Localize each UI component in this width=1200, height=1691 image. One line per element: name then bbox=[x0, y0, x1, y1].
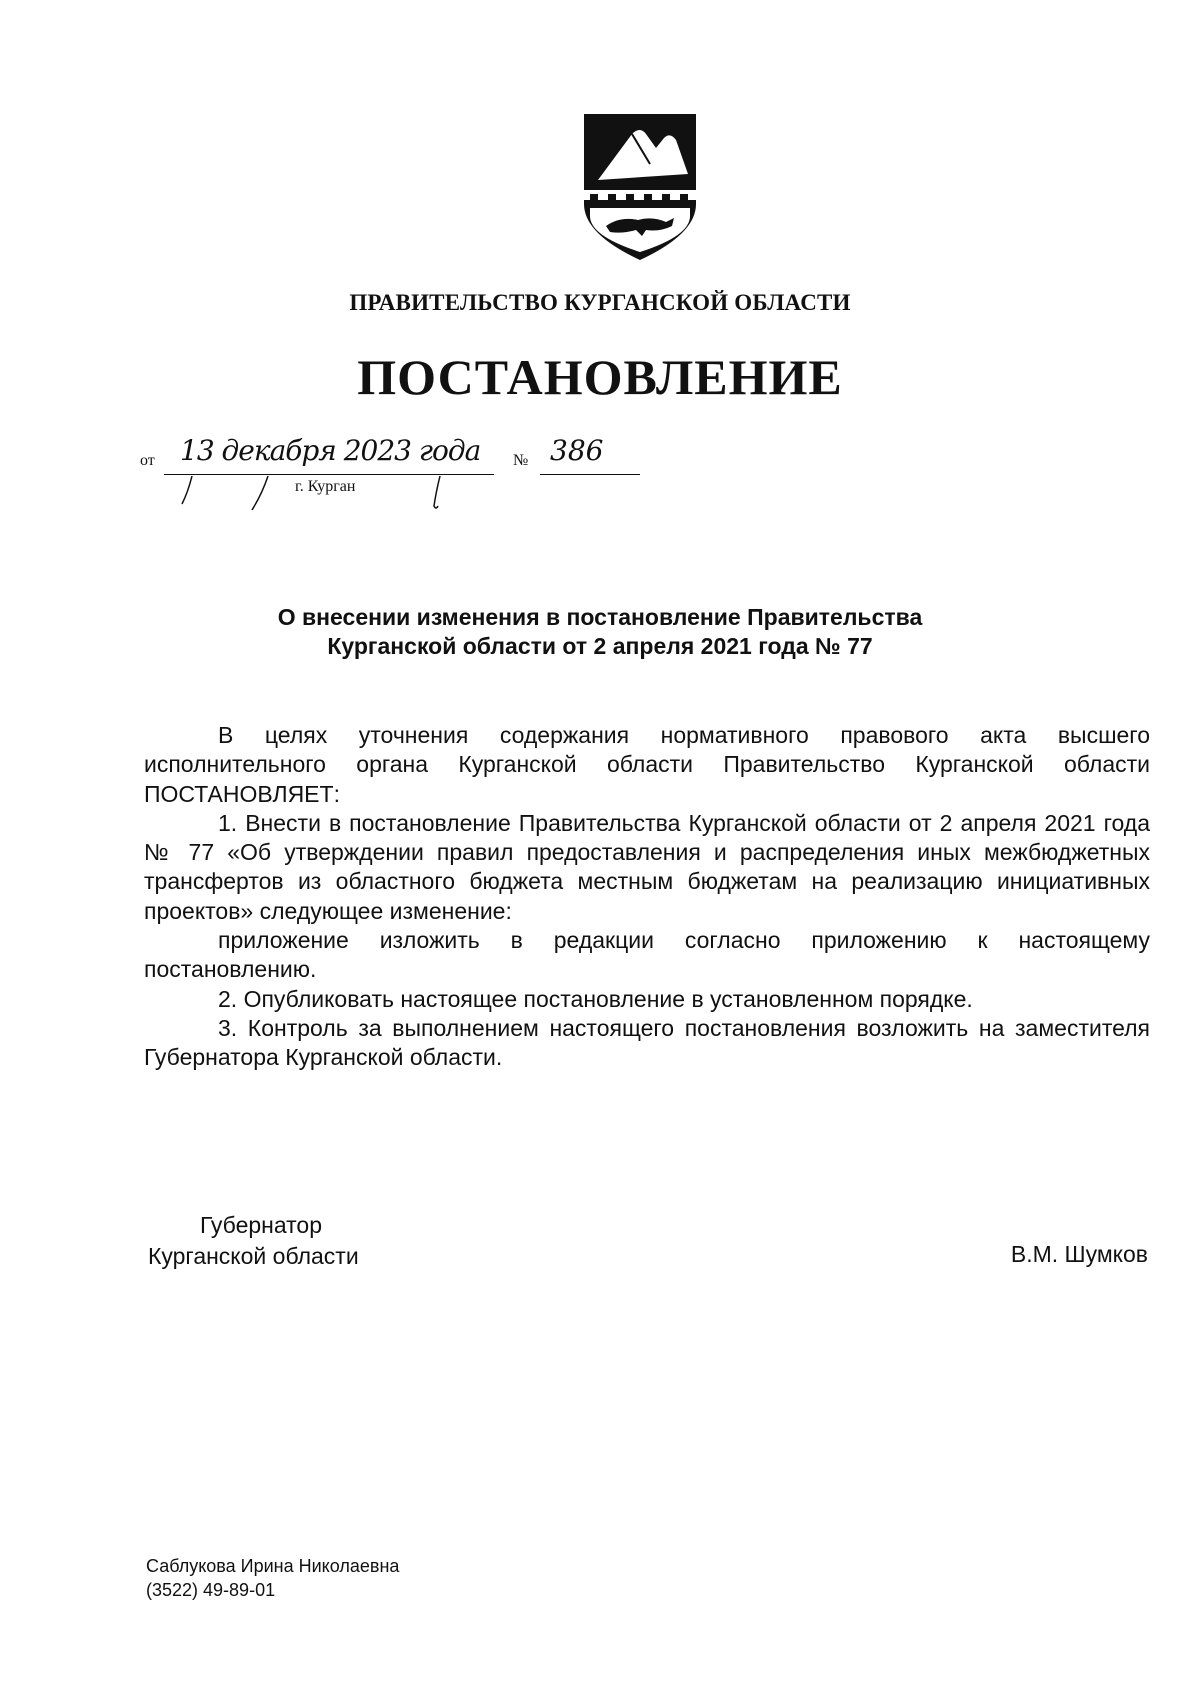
executor-info bbox=[146, 1554, 399, 1602]
body-paragraph-preamble: В целях уточнения содержания нормативного правового акта высшего исполнительного органа Курганской области Правительство Курганской области ПОСТАНОВЛЯЕТ: bbox=[144, 722, 1150, 807]
date-from-label: от bbox=[140, 452, 155, 469]
signatory-name: В.М. Шумков bbox=[1010, 1241, 1148, 1267]
body-paragraph-item-1: 1. Внести в постановление Правительства Курганской области от 2 апреля 2021 года № 77 «Об утверждении правил предоставления и распределения иных межбюджетных трансфертов из областного бюджета местным бюджетам на реализацию инициативных проектов» следующее изменение: bbox=[144, 809, 1150, 924]
subject-line-1: О внесении изменения в постановление Правительства bbox=[277, 604, 923, 630]
executor-name: Саблукова Ирина Николаевна bbox=[146, 1556, 400, 1576]
document-body bbox=[144, 721, 1150, 1073]
signatory-title-line-2: Курганской области bbox=[148, 1243, 359, 1269]
handwritten-number: 386 bbox=[550, 434, 604, 467]
signatory-title bbox=[148, 1210, 359, 1272]
city-label: г. Курган bbox=[295, 478, 356, 495]
body-paragraph-item-2: 2. Опубликовать настоящее постановление в установленном порядке. bbox=[218, 985, 973, 1012]
date-number-line bbox=[140, 434, 660, 520]
organization-title: ПРАВИТЕЛЬСТВО КУРГАНСКОЙ ОБЛАСТИ bbox=[349, 290, 851, 315]
document-subject bbox=[0, 603, 1200, 661]
signatory-title-line-1: Губернатор bbox=[200, 1212, 323, 1238]
kurgan-coat-of-arms-icon bbox=[580, 112, 700, 262]
document-type-title: ПОСТАНОВЛЕНИЕ bbox=[357, 349, 843, 405]
number-label: № bbox=[513, 452, 529, 469]
handwritten-date: 13 декабря 2023 года bbox=[180, 434, 481, 467]
executor-phone: (3522) 49-89-01 bbox=[146, 1580, 276, 1600]
handwriting-strokes bbox=[140, 440, 660, 520]
body-paragraph-item-3: 3. Контроль за выполнением настоящего постановления возложить на заместителя Губернатора Курганской области. bbox=[144, 1014, 1150, 1071]
subject-line-2: Курганской области от 2 апреля 2021 года № 77 bbox=[327, 633, 873, 659]
body-paragraph-item-1-change: приложение изложить в редакции согласно приложению к настоящему постановлению. bbox=[144, 927, 1150, 983]
